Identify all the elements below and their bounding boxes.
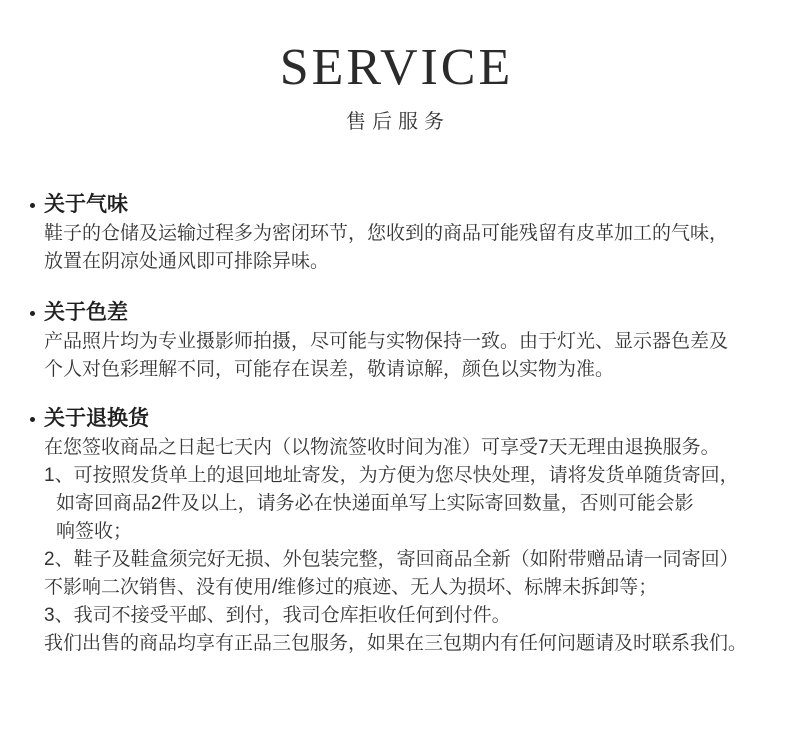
section-returns [30,404,766,658]
section-heading: 关于色差 [44,301,128,324]
body-line: 在您签收商品之日起七天内（以物流签收时间为准）可享受7天无理由退换服务。 [44,437,720,458]
section-returns-body [30,434,766,658]
page-subtitle: 售后服务 [346,111,450,133]
body-line: 我们出售的商品均享有正品三包服务，如果在三包期内有任何问题请及时联系我们。 [44,633,748,654]
body-line: 响签收； [56,521,133,542]
bullet-dot-icon [30,417,35,422]
body-line: 如寄回商品2件及以上，请务必在快递面单写上实际寄回数量，否则可能会影 [56,493,694,514]
body-line-list-item-1: 1、可按照发货单上的退回地址寄发，为方便为您尽快处理，请将发货单随货寄回， [44,465,739,486]
service-notes [0,190,790,658]
body-line: 放置在阴凉处通风即可排除异味。 [44,251,330,272]
body-line: 个人对色彩理解不同，可能存在误差，敬请谅解，颜色以实物为准。 [44,359,615,380]
bullet-dot-icon [30,311,35,316]
body-line: 产品照片均为专业摄影师拍摄，尽可能与实物保持一致。由于灯光、显示器色差及 [44,331,729,352]
page-title: SERVICE [279,39,514,96]
section-color-difference [30,298,766,384]
section-heading: 关于气味 [44,193,128,216]
body-line: 不影响二次销售、没有使用/维修过的痕迹、无人为损坏、标牌未拆卸等； [44,577,658,598]
body-line-list-item-3: 3、我司不接受平邮、到付，我司仓库拒收任何到付件。 [44,605,511,626]
section-odor-body [30,220,766,276]
body-line-list-item-2: 2、鞋子及鞋盒须完好无损、外包装完整，寄回商品全新（如附带赠品请一同寄回） [44,549,739,570]
section-color-difference-body [30,328,766,384]
section-odor-heading-row [30,190,766,220]
section-heading: 关于退换货 [44,407,149,430]
section-odor [30,190,766,276]
section-color-difference-heading-row [30,298,766,328]
section-returns-heading-row [30,404,766,434]
bullet-dot-icon [30,203,35,208]
page-header [0,0,790,136]
body-line: 鞋子的仓储及运输过程多为密闭环节，您收到的商品可能残留有皮革加工的气味， [44,223,729,244]
